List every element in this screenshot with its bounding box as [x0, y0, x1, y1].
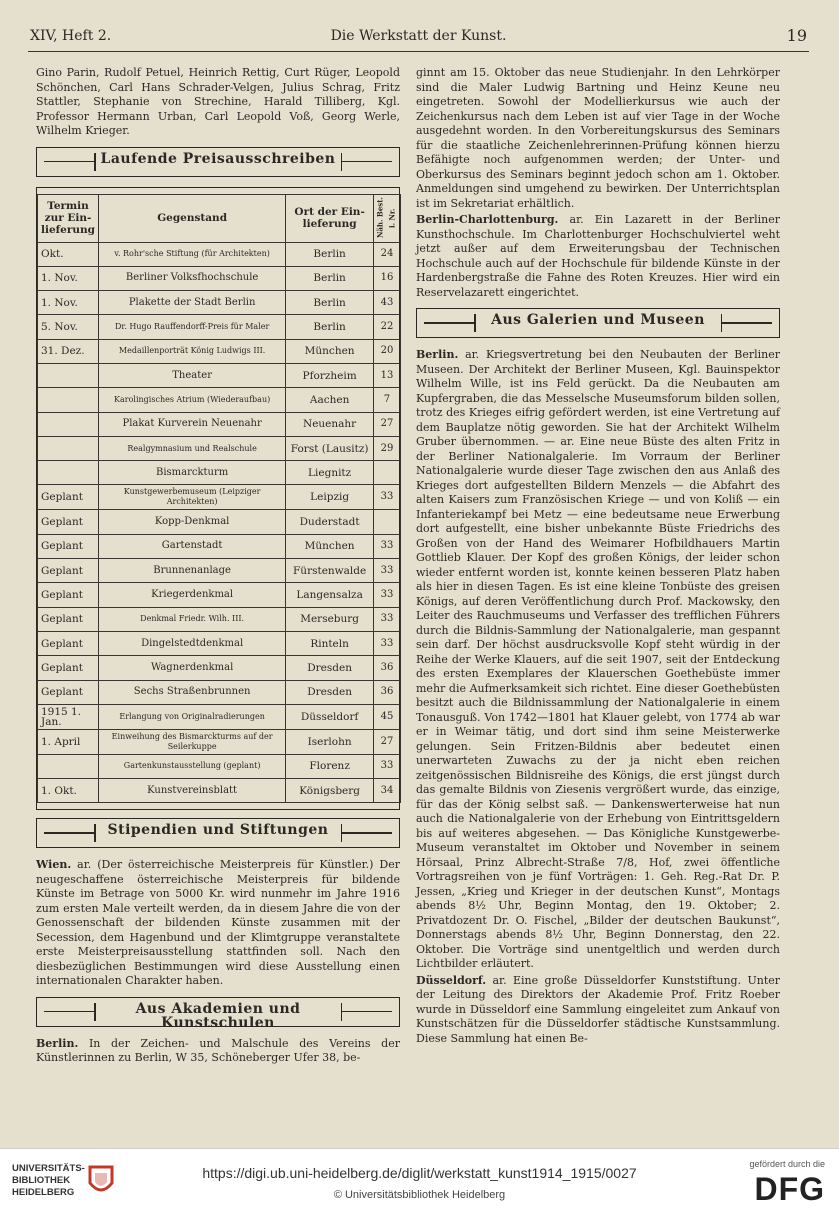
table-row: [38, 510, 401, 534]
table-cell-place: Dresden: [286, 656, 374, 680]
table-row: [38, 266, 401, 290]
table-row: [38, 363, 401, 387]
column-header-place: Ort der Ein-lieferung: [286, 194, 374, 242]
article-lead: Berlin-Charlottenburg.: [416, 213, 559, 226]
table-cell-object: Plakette der Stadt Berlin: [99, 291, 286, 315]
table-cell-object: Einweihung des Bismarckturms auf der Seilerkuppe: [99, 729, 286, 754]
left-column: [36, 66, 400, 1068]
table-cell-place: Duderstadt: [286, 510, 374, 534]
table-cell-term: [38, 388, 99, 412]
table-header-row: [38, 194, 401, 242]
copyright-notice: © Universitätsbibliothek Heidelberg: [333, 1189, 506, 1201]
dfg-logo[interactable]: DFG: [754, 1171, 825, 1207]
table-row: [38, 242, 401, 266]
table-row: [38, 754, 401, 778]
table-cell-place: Aachen: [286, 388, 374, 412]
article-museen: [416, 348, 780, 972]
section-heading-stipendien: [36, 818, 400, 848]
article-wien: [36, 858, 400, 989]
table-cell-term: 1915 1. Jan.: [38, 704, 99, 729]
table-row: [38, 388, 401, 412]
table-cell-place: Pforzheim: [286, 363, 374, 387]
table-cell-term: Geplant: [38, 485, 99, 510]
section-title: Aus Akademien und Kunstschulen: [135, 1000, 301, 1032]
table-cell-object: Sechs Straßenbrunnen: [99, 680, 286, 704]
table-cell-place: Florenz: [286, 754, 374, 778]
table-cell-reference: 33: [373, 485, 400, 510]
article-lead: Wien.: [36, 858, 72, 872]
table-cell-reference: 16: [373, 266, 400, 290]
table-cell-reference: 43: [373, 291, 400, 315]
table-cell-reference: 33: [373, 607, 400, 631]
article-lead: Berlin.: [416, 348, 459, 361]
permalink-url[interactable]: https://digi.ub.uni-heidelberg.de/diglit/werkstatt_kunst1914_1915/0027: [202, 1165, 637, 1181]
table-cell-place: Berlin: [286, 266, 374, 290]
table-cell-object: v. Rohr'sche Stiftung (für Architekten): [99, 242, 286, 266]
article-lead: Berlin.: [36, 1036, 79, 1050]
table-cell-term: Geplant: [38, 631, 99, 655]
jury-list-paragraph: Gino Parin, Rudolf Petuel, Heinrich Rettig, Curt Rüger, Leopold Schönchen, Carl Hans Schrader-Velgen, Julius Schrag, Fritz Stattler, Stephanie von Strechine, Harald Tilliberg, Kgl. Professor Hermann Urban, Carl Leopold Voß, Georg Werle, Wilhelm Krieger.: [36, 66, 400, 137]
viewer-footer: [0, 1148, 839, 1214]
page-header: [28, 22, 809, 52]
table-cell-reference: 33: [373, 583, 400, 607]
section-heading-akademien: [36, 997, 400, 1032]
column-header-object: Gegenstand: [99, 194, 286, 242]
table-row: [38, 291, 401, 315]
table-row: [38, 656, 401, 680]
table-cell-object: Kriegerdenkmal: [99, 583, 286, 607]
section-title: Stipendien und Stiftungen: [107, 822, 329, 839]
table-cell-reference: 13: [373, 363, 400, 387]
table-cell-object: Theater: [99, 363, 286, 387]
table-row: [38, 461, 401, 485]
issue-label: XIV, Heft 2.: [30, 28, 112, 44]
table-cell-reference: 34: [373, 779, 400, 803]
table-cell-reference: 20: [373, 339, 400, 363]
funder-note: gefördert durch die: [749, 1159, 825, 1169]
table-cell-place: München: [286, 534, 374, 558]
table-cell-reference: 22: [373, 315, 400, 339]
table-cell-place: Fürstenwalde: [286, 559, 374, 583]
table-row: [38, 729, 401, 754]
table-cell-reference: 33: [373, 754, 400, 778]
table-cell-place: Berlin: [286, 315, 374, 339]
table-cell-place: Düsseldorf: [286, 704, 374, 729]
table-row: [38, 559, 401, 583]
article-text: ar. (Der österreichische Meisterpreis für Künstler.) Der neugeschaffene österreichische Meisterpreis für bildende Künste im Betrage von 5000 Kr. wird nunmehr im Jahre 1916 zum ersten Male verteilt werden, da in diesem Jahre die von der Genossenschaft der bildenden Künste zusammen mit der Secession, dem Hagenbund und der Klimtgruppe veranstaltete erste Meisterpreisausstellung stattfinden soll. Nach den diesbezüglichen Bestimmungen wird diese Ausstellung einen internationalen Charakter haben.: [36, 858, 400, 988]
table-row: [38, 412, 401, 436]
table-cell-term: Geplant: [38, 583, 99, 607]
journal-title: Die Werkstatt der Kunst.: [330, 28, 507, 44]
table-cell-place: Langensalza: [286, 583, 374, 607]
table-cell-place: Berlin: [286, 242, 374, 266]
table-cell-place: Merseburg: [286, 607, 374, 631]
table-cell-object: Medaillenporträt König Ludwigs III.: [99, 339, 286, 363]
table-cell-reference: 33: [373, 559, 400, 583]
table-cell-object: Kunstgewerbemuseum (Leipziger Architekten): [99, 485, 286, 510]
table-cell-object: Plakat Kurverein Neuenahr: [99, 412, 286, 436]
article-text: ar. Eine große Düsseldorfer Kunststiftung. Unter der Leitung des Direktors der Akademie Prof. Fritz Roeber wurde in Düsseldorf eine Sammlung eingeleitet zum Ankauf von Kunstschätzen für die Düsseldorfer städtische Kunstsammlung. Diese Sammlung hat einen Be-: [416, 973, 781, 1045]
table-cell-object: Berliner Volksfhochschule: [99, 266, 286, 290]
article-lead: Düsseldorf.: [416, 973, 487, 987]
table-row: [38, 339, 401, 363]
table-row: [38, 779, 401, 803]
table-cell-reference: 27: [373, 412, 400, 436]
table-cell-place: Berlin: [286, 291, 374, 315]
article-text: ar. Ein Lazarett in der Berliner Kunsthochschule. Im Charlottenburger Hochschulviertel weht jetzt außer auf dem Erweiterungsbau der Technischen Hochschule auch auf der Hochschule für bildende Künste in der Hardenbergstraße die Fahne des Roten Kreuzes. Hier wird ein Reservelazarett eingerichtet.: [416, 213, 780, 299]
right-column: [416, 66, 780, 1048]
table-cell-object: Kopp-Denkmal: [99, 510, 286, 534]
table-cell-reference: 27: [373, 729, 400, 754]
table-cell-term: [38, 412, 99, 436]
table-cell-object: Brunnenanlage: [99, 559, 286, 583]
table-cell-term: 31. Dez.: [38, 339, 99, 363]
table-cell-object: Dingelstedtdenkmal: [99, 631, 286, 655]
table-cell-place: Königsberg: [286, 779, 374, 803]
section-title: Aus Galerien und Museen: [491, 312, 705, 328]
table-cell-term: [38, 754, 99, 778]
article-text: ar. Kriegsvertretung bei den Neubauten der Berliner Museen. Der Architekt der Berliner Museen, Kgl. Bauinspektor Wilhelm Wille, ist ins Feld gerückt. Da die Neubauten am Kupfergraben, die das Messelsche Museumsforum bilden sollen, trotz des Krieges eifrig gefördert werden, ist eine Vertretung auf dem Bauplatze nötig geworden. Sie hat der Architekt Wilhelm Gruber übernommen. — ar. Eine neue Büste des alten Fritz in der Berliner Nationalgalerie. Im Vorraum der Berliner Nationalgalerie wurde dieser Tage zwischen den aus Anlaß des Krieges dort aufgestellten Bildern Menzels — die Abfahrt des alten Kaisers zum Französischen Kriege — und von Koliß — ein Infanteriekampf bei Metz — eine bedeutsame neue Erwerbung dort aufgestellt, eine bisher unbekannte Büste Friedrichs des Großen von der Hand des Weimarer Hofbildhauers Martin Gottlieb Klauer. Der Kopf des großen Königs, der leider schon wieder entfernt worden ist, konnte keinen besseren Platz haben als hier in diesen Tagen. Es ist eine kleine Tonbüste des greisen Königs, auf deren Veröffentlichung durch Prof. Mackowsky, den Leiter des Rauchmuseums und Verfasser des trefflichen Führers durch die Bildnis-Sammlung der Nationalgalerie, man gespannt sein darf. Der höchst ausdrucksvolle Kopf steht würdig in der Reihe der Werke Klauers, auf die seit 1907, seit der Entdeckung des ersten Exemplares der Klauerschen Goethebüste immer mehr die Aufmerksamkeit sich richtet. Eine dieser Goethebüsten besitzt auch die Bildnissammlung der Nationalgalerie in einem Tonausguß. Von 1742—1801 hat Klauer gelebt, von 1774 ab war er in Weimar tätig, und dort sind ihm seine Meisterwerke gelungen. Sein Fritzen-Bildnis aber bedeutet einen unerwarteten Zuwachs zu der ja nicht eben reichen zeitgenössischen Bildnisreihe des Königs, die erst jüngst durch das gemalte Bildnis von Ziesenis vergrößert wurde, das einzige, für das der König selbst saß. — Dankenswerterweise hat nun auch die Nationalgalerie von der Erhebung von Eintrittsgeldern bis auf weiteres abgesehen. — Das Königliche Kunstgewerbe-Museum veranstaltet im Oktober und November in seinem Hörsaal, Prinz Albrecht-Straße 7/8, Hof, zwei öffentliche Vortragsreihen von je fünf Vorträgen: 1. Geh. Reg.-Rat Dr. P. Jessen, „Krieg und Krieger in der deutschen Kunst“, Montags abends 8½ Uhr, Beginn Montag, den 19. Oktober; 2. Privatdozent Dr. O. Fischel, „Bilder der deutschen Baukunst“, Donnerstags abends 8½ Uhr, Beginn Donnerstag, den 22. Oktober. Die Vorträge sind unentgeltlich und werden durch Lichtbilder erläutert.: [416, 348, 780, 970]
table-row: [38, 315, 401, 339]
table-cell-term: [38, 363, 99, 387]
table-cell-reference: 33: [373, 534, 400, 558]
table-cell-reference: 45: [373, 704, 400, 729]
table-body: [38, 242, 401, 803]
table-cell-term: Geplant: [38, 534, 99, 558]
article-text: In der Zeichen- und Malschule des Vereins der Künstlerinnen zu Berlin, W 35, Schöneberger Ufer 38, be-: [36, 1036, 400, 1065]
table-cell-term: 1. Nov.: [38, 266, 99, 290]
table-cell-reference: 29: [373, 436, 400, 460]
table-cell-place: Dresden: [286, 680, 374, 704]
table-cell-term: 1. Nov.: [38, 291, 99, 315]
table-cell-object: Denkmal Friedr. Wilh. III.: [99, 607, 286, 631]
table-cell-object: Dr. Hugo Rauffendorff-Preis für Maler: [99, 315, 286, 339]
table-cell-term: 5. Nov.: [38, 315, 99, 339]
table-cell-reference: 7: [373, 388, 400, 412]
table-cell-term: Geplant: [38, 656, 99, 680]
article-duesseldorf: [416, 974, 780, 1047]
table-row: [38, 436, 401, 460]
table-cell-reference: 36: [373, 680, 400, 704]
table-row: [38, 534, 401, 558]
table-cell-place: Forst (Lausitz): [286, 436, 374, 460]
table-cell-place: Leipzig: [286, 485, 374, 510]
table-cell-place: Rinteln: [286, 631, 374, 655]
table-cell-term: Okt.: [38, 242, 99, 266]
table-cell-term: 1. Okt.: [38, 779, 99, 803]
table-cell-term: Geplant: [38, 559, 99, 583]
table-row: [38, 704, 401, 729]
section-heading-preisausschreiben: [36, 147, 400, 177]
table-cell-object: Realgymnasium und Realschule: [99, 436, 286, 460]
table-cell-reference: 33: [373, 631, 400, 655]
table-cell-place: Iserlohn: [286, 729, 374, 754]
article-continuation: ginnt am 15. Oktober das neue Studienjahr. In den Lehrkörper sind die Maler Ludwig Bartning und Heinz Keune neu eingetreten. Sowohl der Modellierkursus wie auch der Zeichenkursus nach dem Leben ist auf vier Tage in der Woche ausgedehnt worden. In den Vorbereitungskursus des Seminars für die staatliche Zeichenlehrerinnen-Prüfung können hierzu Befähigte noch aufgenommen werden; der Unter- und Oberkursus des Seminars beginnt jedoch schon am 1. Oktober. Anmeldungen sind umgehend zu bewirken. Der Unterrichtsplan ist im Sekretariat erhältlich.: [416, 66, 780, 210]
section-heading-galerien: [416, 308, 780, 338]
table-row: [38, 607, 401, 631]
column-header-reference: Näh. Best. i. Nr.: [373, 194, 400, 242]
table-cell-object: Kunstvereinsblatt: [99, 779, 286, 803]
table-cell-term: Geplant: [38, 607, 99, 631]
library-name: UNIVERSITÄTS-BIBLIOTHEK HEIDELBERG: [12, 1163, 85, 1198]
table-cell-object: Bismarckturm: [99, 461, 286, 485]
table-row: [38, 680, 401, 704]
table-cell-reference: 24: [373, 242, 400, 266]
table-cell-place: Neuenahr: [286, 412, 374, 436]
table-cell-object: Wagnerdenkmal: [99, 656, 286, 680]
table-cell-object: Karolingisches Atrium (Wiederaufbau): [99, 388, 286, 412]
table-cell-place: Liegnitz: [286, 461, 374, 485]
table-cell-reference: [373, 510, 400, 534]
table-cell-place: München: [286, 339, 374, 363]
table-row: [38, 583, 401, 607]
article-charlottenburg: [416, 213, 780, 300]
table-cell-reference: 36: [373, 656, 400, 680]
page-number: 19: [786, 26, 807, 45]
competitions-table: [37, 194, 401, 804]
table-cell-object: Gartenstadt: [99, 534, 286, 558]
table-cell-term: Geplant: [38, 510, 99, 534]
section-title: Laufende Preisausschreiben: [100, 150, 336, 167]
table-cell-reference: [373, 461, 400, 485]
table-cell-term: Geplant: [38, 680, 99, 704]
table-cell-term: 1. April: [38, 729, 99, 754]
table-cell-term: [38, 461, 99, 485]
table-cell-term: [38, 436, 99, 460]
column-header-term: Termin zur Ein-lieferung: [38, 194, 99, 242]
competitions-table-frame: [36, 187, 400, 811]
article-berlin-schule: [36, 1037, 400, 1066]
table-row: [38, 485, 401, 510]
table-cell-object: Erlangung von Originalradierungen: [99, 704, 286, 729]
table-row: [38, 631, 401, 655]
table-cell-object: Gartenkunstausstellung (geplant): [99, 754, 286, 778]
